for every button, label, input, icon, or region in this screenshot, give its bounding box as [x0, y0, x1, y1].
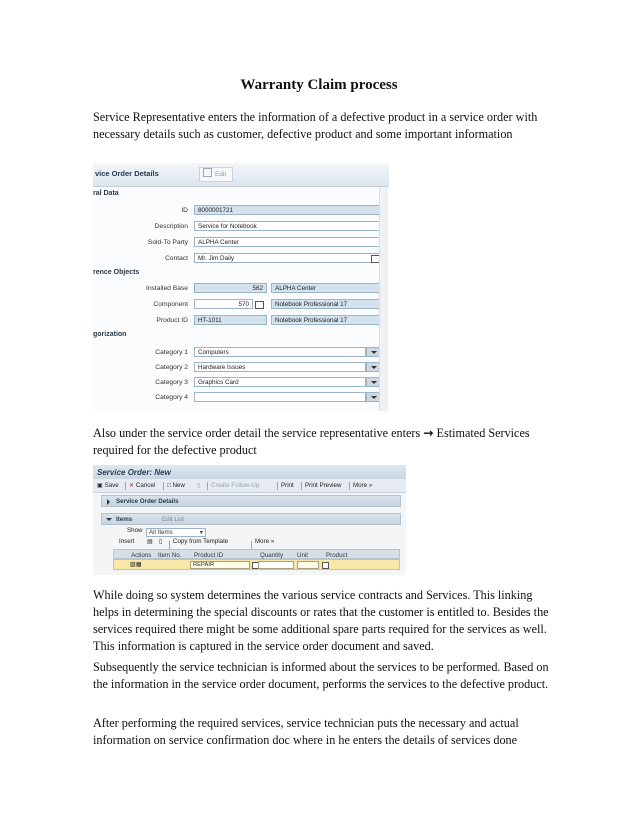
- column-item-no: Item No.: [158, 552, 182, 559]
- label-contact: Contact: [164, 255, 188, 262]
- paragraph-estimated-services: [93, 425, 561, 459]
- toolbar-divider: [125, 482, 126, 490]
- table-row[interactable]: [113, 559, 400, 570]
- section-reference-objects: rence Objects: [93, 269, 140, 276]
- service-order-details-bar[interactable]: [101, 495, 401, 507]
- paragraph-service-contracts: While doing so system determines the various service contracts and Services. This linking helps in determining the special discounts or rates that the customer is entitled to. Besides the services required there might be some additional spare parts required for the services as well. This information is captured in the service order document and saved.: [93, 588, 549, 653]
- label-installed-base: Installed Base: [145, 285, 188, 292]
- toolbar-divider: [301, 482, 302, 490]
- label-category-1: Category 1: [155, 349, 188, 356]
- create-follow-up-button[interactable]: Create Follow-Up: [211, 482, 260, 489]
- p2-text-start: Also under the service order detail the service representative enters: [93, 426, 424, 440]
- toolbar-divider: [349, 482, 350, 490]
- copy-from-template-button[interactable]: Copy from Template: [173, 538, 229, 545]
- cancel-icon: ✕: [129, 482, 136, 489]
- toolbar: [93, 479, 406, 493]
- copy-icon: ▯: [197, 482, 201, 489]
- print-preview-button[interactable]: Print Preview: [305, 482, 342, 489]
- paragraph-service-confirmation: After performing the required services, service technician puts the necessary and actual information on service confirmation doc where in he enters the details of services done: [93, 716, 519, 747]
- page-title: Warranty Claim process: [240, 77, 398, 93]
- field-contact[interactable]: Mr. Jim Daily: [194, 253, 382, 263]
- toolbar-divider: [163, 482, 164, 490]
- column-product: Product: [326, 552, 348, 559]
- vertical-scrollbar[interactable]: [379, 187, 388, 411]
- select-category-3[interactable]: Graphics Card: [194, 377, 366, 387]
- cancel-label: Cancel: [135, 482, 156, 489]
- row-unit[interactable]: [297, 561, 319, 569]
- items-table-header: [113, 549, 400, 559]
- service-order-details-screenshot: [93, 163, 389, 411]
- field-id[interactable]: 8000001721: [194, 205, 382, 215]
- more-items-button[interactable]: More »: [255, 538, 275, 545]
- print-button[interactable]: Print: [281, 482, 294, 489]
- toolbar-divider: [207, 482, 208, 490]
- field-sold-to-party[interactable]: ALPHA Center: [194, 237, 382, 247]
- field-product-name: Notebook Professional 17: [271, 315, 382, 325]
- field-description[interactable]: Service for Notebook: [194, 221, 382, 231]
- details-title: vice Order Details: [95, 169, 159, 178]
- items-bar[interactable]: [101, 513, 401, 525]
- label-component: Component: [153, 301, 188, 308]
- label-category-3: Category 3: [155, 379, 188, 386]
- toolbar-divider: [169, 541, 170, 549]
- toolbar-divider: [251, 541, 252, 549]
- new-label: New: [172, 482, 185, 489]
- row-product-id[interactable]: REPAIR: [190, 561, 250, 569]
- field-product-id[interactable]: HT-1011: [194, 315, 267, 325]
- more-toolbar-button[interactable]: More »: [353, 482, 373, 489]
- details-bar-label: Service Order Details: [116, 498, 179, 505]
- field-component-name: Notebook Professional 17: [271, 299, 382, 309]
- select-category-2[interactable]: Hardware Issues: [194, 362, 366, 372]
- save-label: Save: [104, 482, 119, 489]
- show-select[interactable]: [146, 528, 206, 537]
- label-category-2: Category 2: [155, 364, 188, 371]
- insert-icon: ▤: [147, 538, 153, 545]
- service-order-new-screenshot: [93, 465, 406, 575]
- section-general-data: ral Data: [93, 190, 119, 197]
- arrow-icon: →: [423, 426, 434, 440]
- column-unit: Unit: [297, 552, 309, 559]
- edit-label: Edit: [215, 171, 227, 178]
- service-order-title: Service Order: New: [97, 468, 171, 477]
- items-bar-label: Items: [116, 516, 133, 523]
- cancel-button[interactable]: [129, 482, 155, 489]
- edit-list-link[interactable]: Edit List: [162, 516, 185, 523]
- new-icon: □: [167, 482, 173, 489]
- unit-lookup-icon[interactable]: [322, 562, 329, 569]
- collapse-icon: [106, 518, 112, 521]
- save-button[interactable]: [97, 482, 119, 489]
- delete-icon[interactable]: ▯: [159, 538, 163, 545]
- show-label: Show: [127, 527, 143, 534]
- p2-text-end: Estimated Services required for the defective product: [93, 426, 530, 457]
- edit-icon: [203, 168, 212, 177]
- label-category-4: Category 4: [155, 394, 188, 401]
- field-installed-base-name: ALPHA Center: [271, 283, 382, 293]
- column-quantity: Quantity: [260, 552, 284, 559]
- field-installed-base-number[interactable]: 562: [194, 283, 267, 293]
- service-order-header: [93, 465, 406, 479]
- row-quantity[interactable]: [258, 561, 294, 569]
- insert-button[interactable]: Insert: [119, 538, 135, 545]
- column-actions: Actions: [131, 552, 152, 559]
- toolbar-divider: [277, 482, 278, 490]
- show-select-value: All Items: [149, 529, 173, 536]
- select-category-1[interactable]: Computers: [194, 347, 366, 357]
- label-sold-to-party: Sold-To Party: [147, 239, 188, 246]
- save-icon: ▣: [97, 482, 105, 489]
- label-product-id: Product ID: [156, 317, 188, 324]
- column-product-id: Product ID: [194, 552, 224, 559]
- edit-button[interactable]: [199, 167, 233, 182]
- edit-row-icon[interactable]: ▧▦: [130, 561, 142, 568]
- component-lookup-icon[interactable]: [255, 301, 264, 309]
- expand-icon: [107, 499, 110, 505]
- chevron-down-icon: ▾: [199, 529, 203, 536]
- select-category-4[interactable]: [194, 392, 366, 402]
- field-component-number[interactable]: 570: [194, 299, 253, 309]
- details-header: [93, 163, 389, 187]
- paragraph-technician-informed: Subsequently the service technician is informed about the services to be performed. Based on the information in the service order document, performs the services to the defective product.: [93, 660, 549, 691]
- section-categorization: gorization: [93, 331, 127, 338]
- new-button[interactable]: [167, 482, 185, 489]
- label-id: ID: [181, 207, 188, 214]
- label-description: Description: [154, 223, 188, 230]
- paragraph-intro: Service Representative enters the information of a defective product in a service order with necessary details such as customer, defective product and some important information: [93, 110, 538, 141]
